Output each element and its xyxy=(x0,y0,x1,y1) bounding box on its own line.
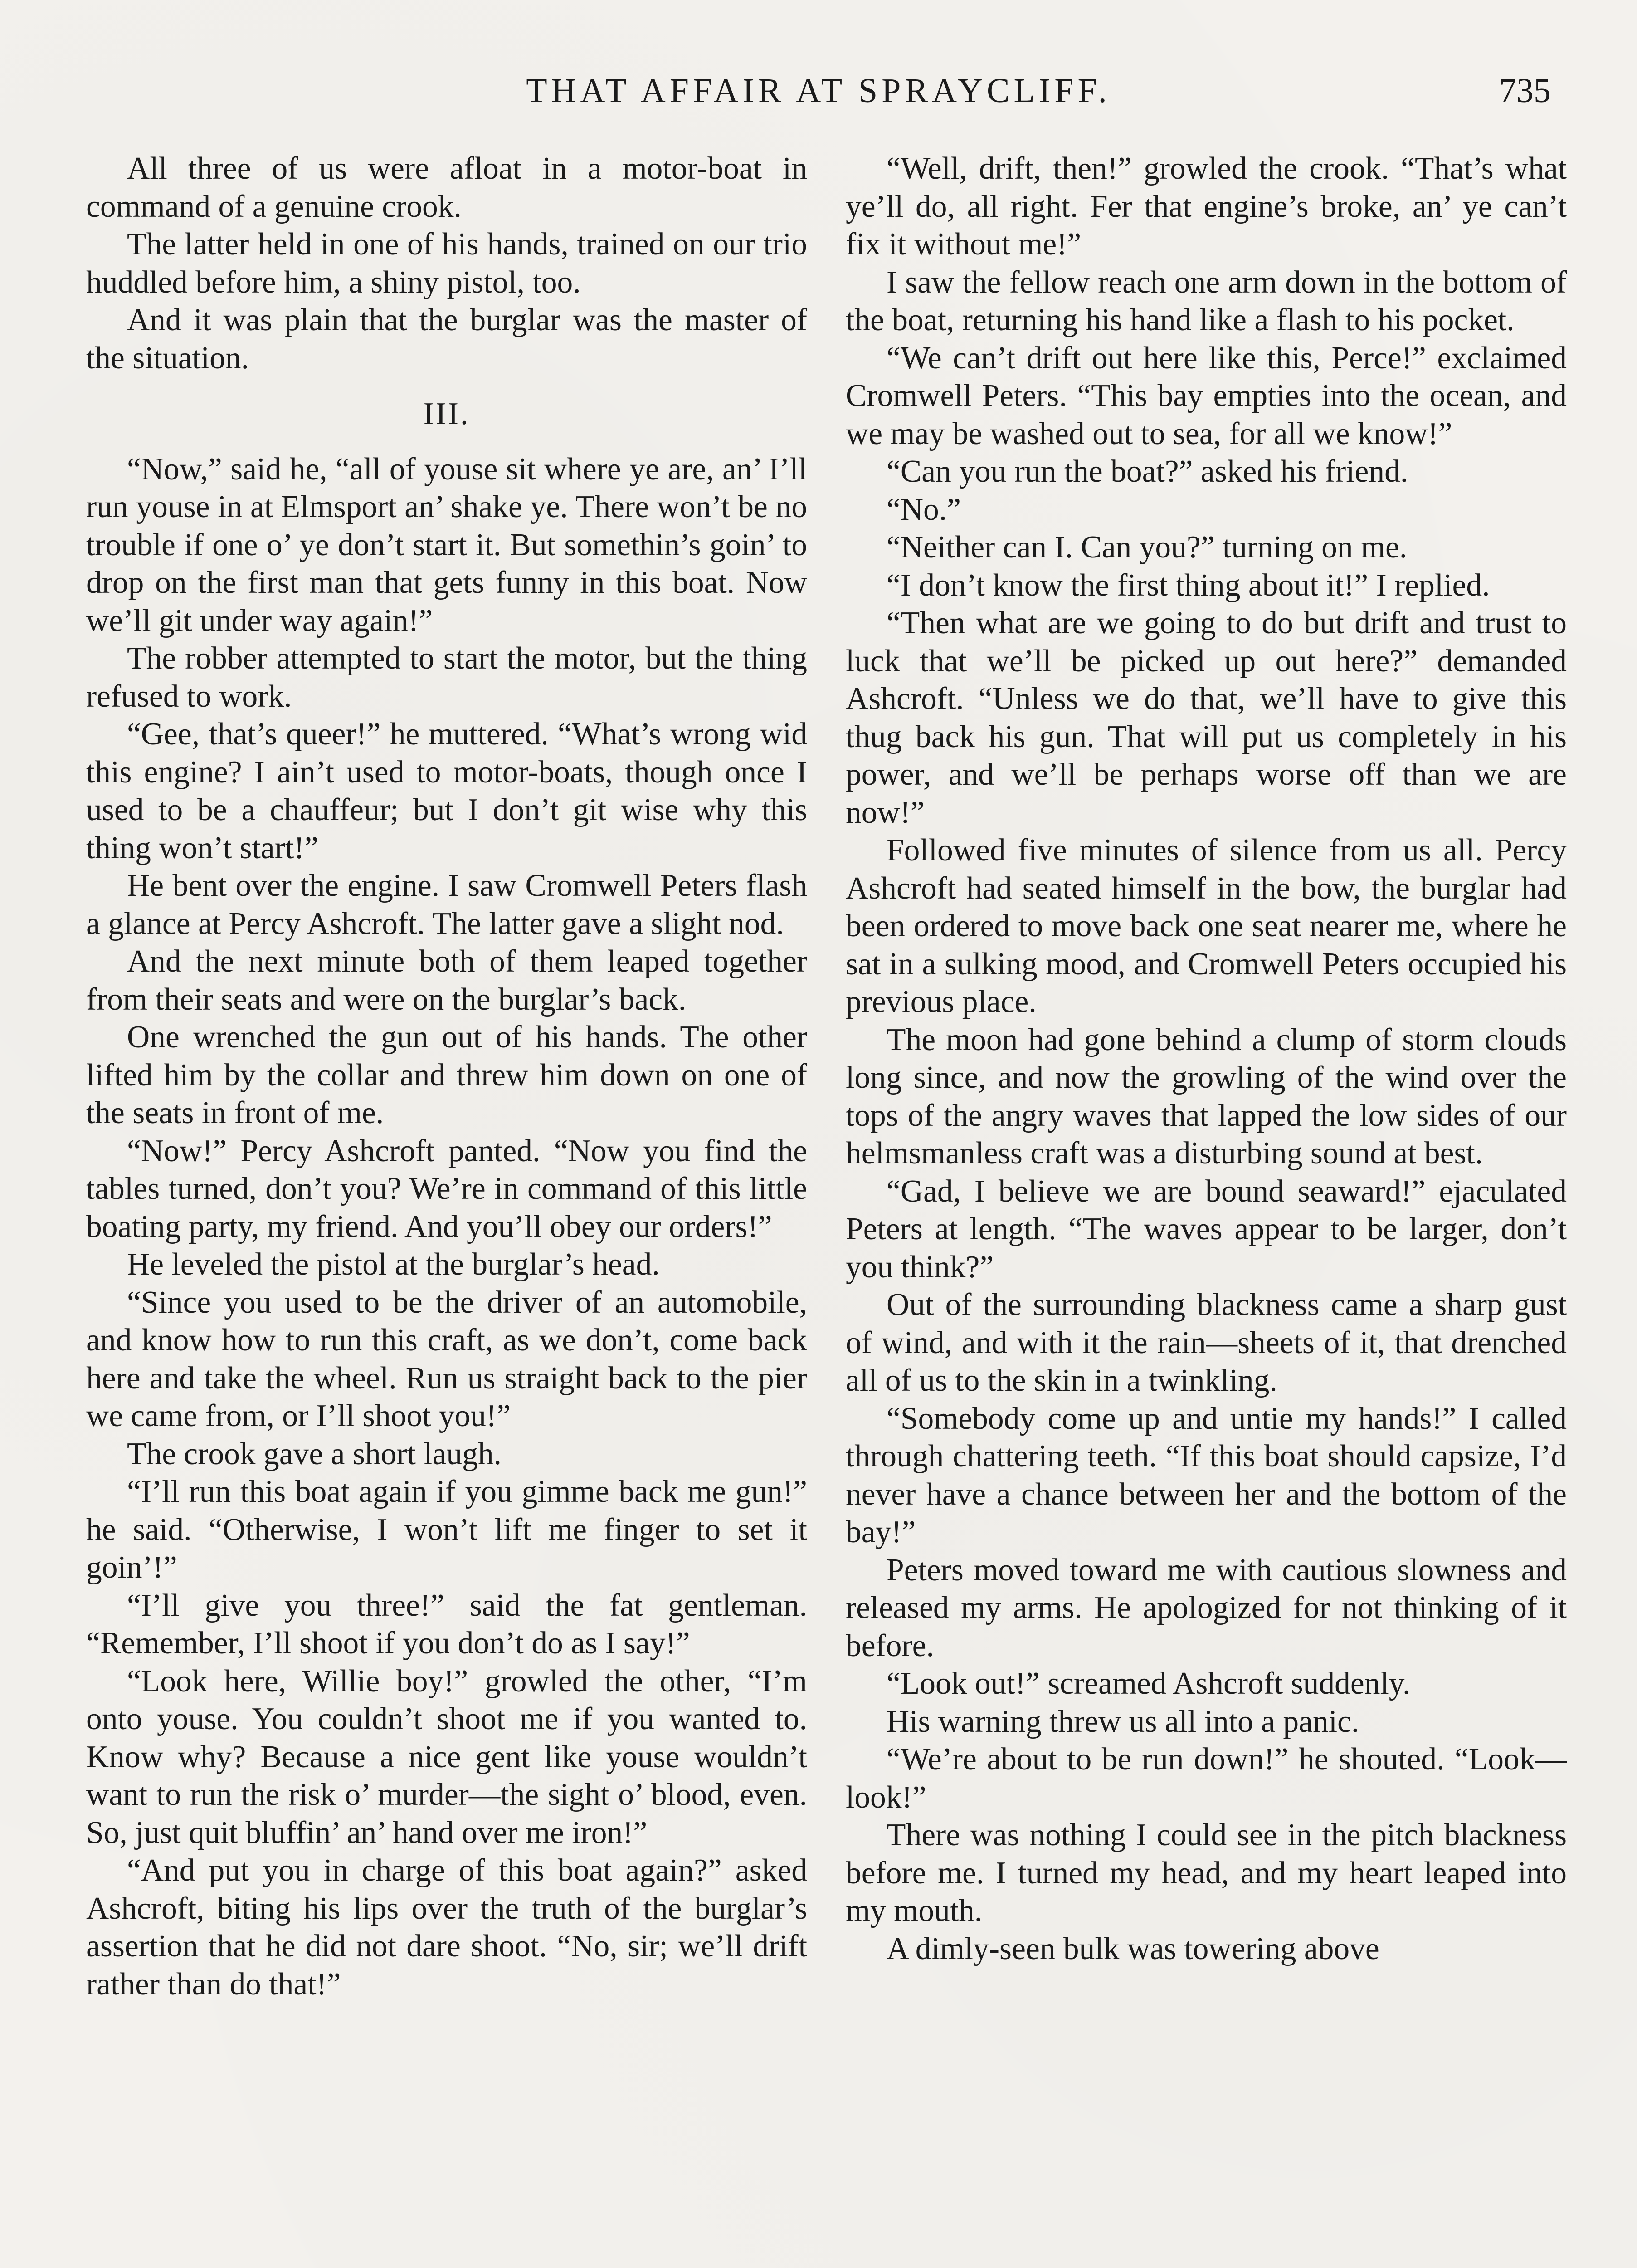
paragraph: “Then what are we going to do but drift and trust to luck that we’ll be picked up out here?” demanded Ashcroft. “Unless we do that, we’ll have to give this thug back his gun. That will put us completely in his power, and we’ll be perhaps worse off than we are now!” xyxy=(846,606,1567,830)
paragraph: The crook gave a short laugh. xyxy=(127,1436,502,1471)
paragraph: “I’ll give you three!” said the fat gentleman. “Remember, I’ll shoot if you don’t do as I say!” xyxy=(86,1588,807,1661)
page-number: 735 xyxy=(1499,72,1551,110)
paragraph: He leveled the pistol at the burglar’s head. xyxy=(127,1247,660,1282)
paragraph: “Can you run the boat?” asked his friend. xyxy=(887,454,1408,489)
paragraph: “No.” xyxy=(887,492,961,527)
left-column xyxy=(86,150,807,2003)
paragraph: He bent over the engine. I saw Cromwell Peters flash a glance at Percy Ashcroft. The latter gave a slight nod. xyxy=(86,868,807,941)
paragraph: “Since you used to be the driver of an automobile, and know how to run this craft, as we don’t, come back here and take the wheel. Run us straight back to the pier we came from, or I’ll shoot you!” xyxy=(86,1285,807,1433)
paragraph: “We’re about to be run down!” he shouted. “Look—look!” xyxy=(846,1742,1567,1815)
paragraph: His warning threw us all into a panic. xyxy=(887,1704,1359,1739)
paragraph: All three of us were afloat in a motor-boat in command of a genuine crook. xyxy=(86,151,807,224)
paragraph: “Gee, that’s queer!” he muttered. “What’s wrong wid this engine? I ain’t used to motor-boats, though once I used to be a chauffeur; but I don’t git wise why this thing won’t start!” xyxy=(86,717,807,865)
paragraph: And the next minute both of them leaped together from their seats and were on the burglar’s back. xyxy=(86,944,807,1017)
paragraph: The robber attempted to start the motor, but the thing refused to work. xyxy=(86,641,807,714)
paragraph: “Somebody come up and untie my hands!” I called through chattering teeth. “If this boat should capsize, I’d never have a chance between her and the bottom of the bay!” xyxy=(846,1401,1567,1549)
paragraph: Peters moved toward me with cautious slowness and released my arms. He apologized for not thinking of it before. xyxy=(846,1552,1567,1663)
paragraph: “Well, drift, then!” growled the crook. “That’s what ye’ll do, all right. Fer that engine’s broke, an’ ye can’t fix it without me!” xyxy=(846,151,1567,262)
paragraph: “We can’t drift out here like this, Perce!” exclaimed Cromwell Peters. “This bay empties into the ocean, and we may be washed out to sea, for all we know!” xyxy=(846,340,1567,451)
paragraph: The moon had gone behind a clump of storm clouds long since, and now the growling of the wind over the tops of the angry waves that lapped the low sides of our helmsmanless craft was a disturbing sound at best. xyxy=(846,1022,1567,1171)
paragraph: “Look out!” screamed Ashcroft suddenly. xyxy=(887,1666,1411,1701)
paragraph: There was nothing I could see in the pitch blackness before me. I turned my head, and my heart leaped into my mouth. xyxy=(846,1818,1567,1928)
paragraph: “And put you in charge of this boat again?” asked Ashcroft, biting his lips over the truth of the burglar’s assertion that he did not dare shoot. “No, sir; we’ll drift rather than do that!” xyxy=(86,1853,807,2002)
paragraph: “I’ll run this boat again if you gimme back me gun!” he said. “Otherwise, I won’t lift me finger to set it goin’!” xyxy=(86,1474,807,1585)
right-column xyxy=(846,150,1567,1968)
paragraph: The latter held in one of his hands, trained on our trio huddled before him, a shiny pistol, too. xyxy=(86,227,807,300)
paragraph: And it was plain that the burglar was the master of the situation. xyxy=(86,303,807,376)
paragraph: “Neither can I. Can you?” turning on me. xyxy=(887,530,1408,565)
paragraph: “Gad, I believe we are bound seaward!” ejaculated Peters at length. “The waves appear to be larger, don’t you think?” xyxy=(846,1173,1567,1285)
paragraph: “Now!” Percy Ashcroft panted. “Now you find the tables turned, don’t you? We’re in command of this little boating party, my friend. And you’ll obey our orders!” xyxy=(86,1133,807,1244)
paragraph: “Look here, Willie boy!” growled the other, “I’m onto youse. You couldn’t shoot me if you wanted to. Know why? Because a nice gent like youse wouldn’t want to run the risk o’ murder—the sight o’ blood, even. So, just quit bluffin’ an’ hand over me iron!” xyxy=(86,1663,807,1850)
paragraph: One wrenched the gun out of his hands. The other lifted him by the collar and threw him down on one of the seats in front of me. xyxy=(86,1020,807,1130)
section-heading: III. xyxy=(423,396,470,431)
paragraph: “Now,” said he, “all of youse sit where ye are, an’ I’ll run youse in at Elmsport an’ shake ye. There won’t be no trouble if one o’ ye don’t start it. But somethin’s goin’ to drop on the first man that gets funny in this boat. Now we’ll git under way again!” xyxy=(86,451,807,638)
paragraph: A dimly-seen bulk was towering above xyxy=(887,1931,1379,1966)
paragraph: I saw the fellow reach one arm down in the bottom of the boat, returning his hand like a flash to his pocket. xyxy=(846,264,1567,337)
running-head xyxy=(86,64,1551,118)
paragraph: “I don’t know the first thing about it!” I replied. xyxy=(887,567,1490,603)
paragraph: Out of the surrounding blackness came a sharp gust of wind, and with it the rain—sheets of it, that drenched all of us to the skin in a twinkling. xyxy=(846,1287,1567,1398)
running-title: THAT AFFAIR AT SPRAYCLIFF. xyxy=(526,72,1111,110)
paragraph: Followed five minutes of silence from us all. Percy Ashcroft had seated himself in the bow, the burglar had been ordered to move back one seat nearer me, where he sat in a sulking mood, and Cromwell Peters occupied his previous place. xyxy=(846,833,1567,1019)
